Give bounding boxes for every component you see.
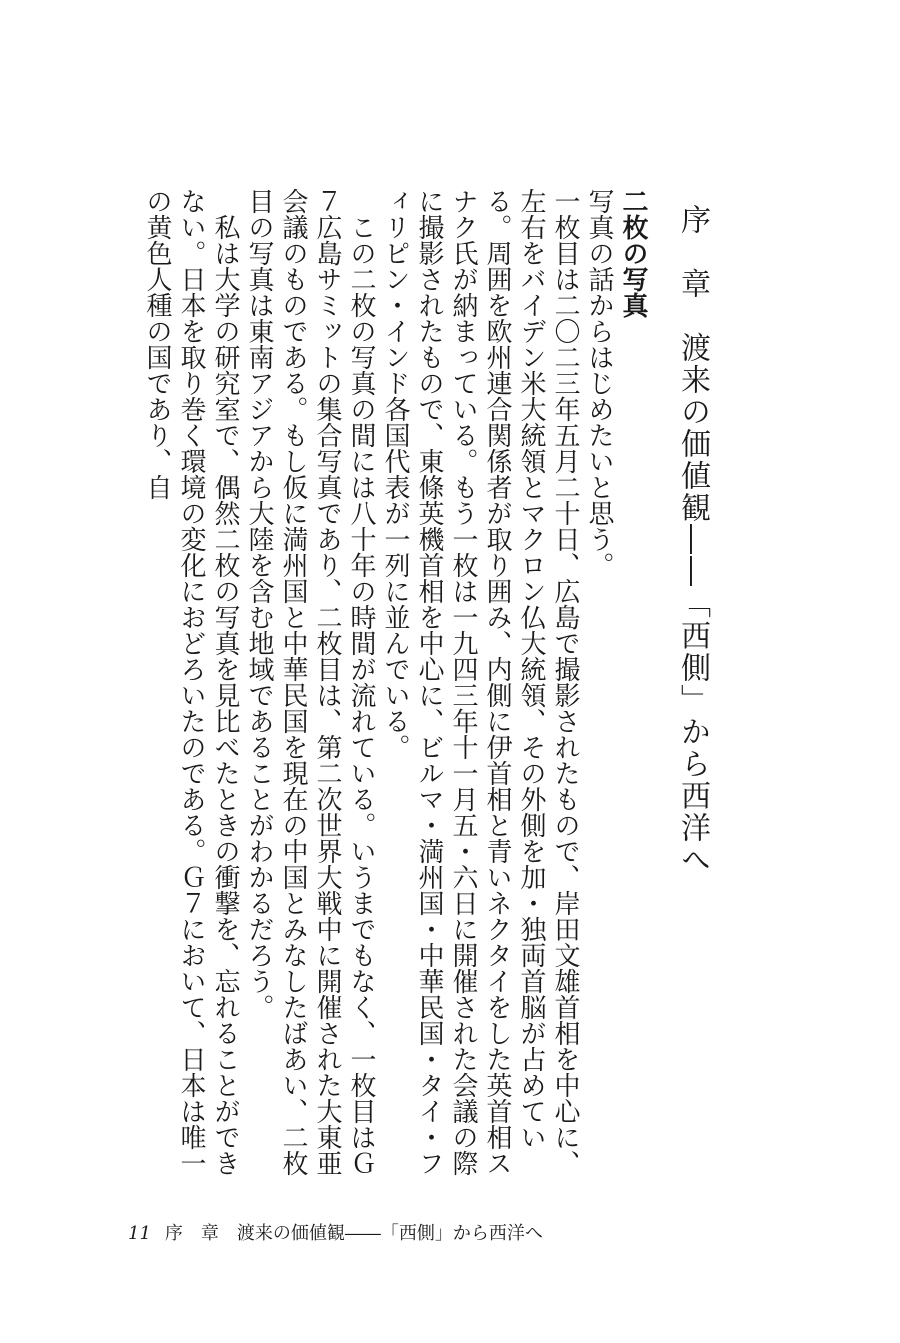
section-heading: 二枚の写真	[618, 188, 648, 318]
chapter-title: 序 章 渡来の価値観――「西側」から西洋へ	[675, 204, 710, 876]
page-footer	[128, 1222, 543, 1246]
running-head: 序 章 渡来の価値観――「西側」から西洋へ	[164, 1223, 543, 1244]
paragraph: 写真の話からはじめたいと思う。	[584, 188, 614, 578]
paragraph: この二枚の写真の間には八十年の時間が流れている。いうまでもなく、一枚目はＧ７広島サミットの集合写真であり、二枚目は、第二次世界大戦中に開催された大東亜会議のものである。もし仮に満州国と中華民国を現在の中国とみなしたばあい、二枚目の写真は東南アジアから大陸を含む地域であることがわかるだろう。	[244, 188, 376, 1176]
paragraph: 私は大学の研究室で、偶然二枚の写真を見比べたときの衝撃を、忘れることができない。日本を取り巻く環境の変化におどろいたのである。Ｇ７において、日本は唯一の黄色人種の国であり、自	[142, 188, 240, 1176]
paragraph: 一枚目は二〇二三年五月二十日、広島で撮影されたもので、岸田文雄首相を中心に、左右をバイデン米大統領とマクロン仏大統領、その外側を加・独両首脳が占めている。周囲を欧州連合関係者が取り囲み、内側に伊首相と青いネクタイをした英首相スナク氏が納まっている。もう一枚は一九四三年十一月五・六日に開催された会議の際に撮影されたもので、東條英機首相を中心に、ビルマ・満州国・中華民国・タイ・フィリピン・インド各国代表が一列に並んでいる。	[380, 188, 580, 1176]
body-text	[90, 188, 650, 1200]
page-number: 11	[128, 1223, 151, 1244]
